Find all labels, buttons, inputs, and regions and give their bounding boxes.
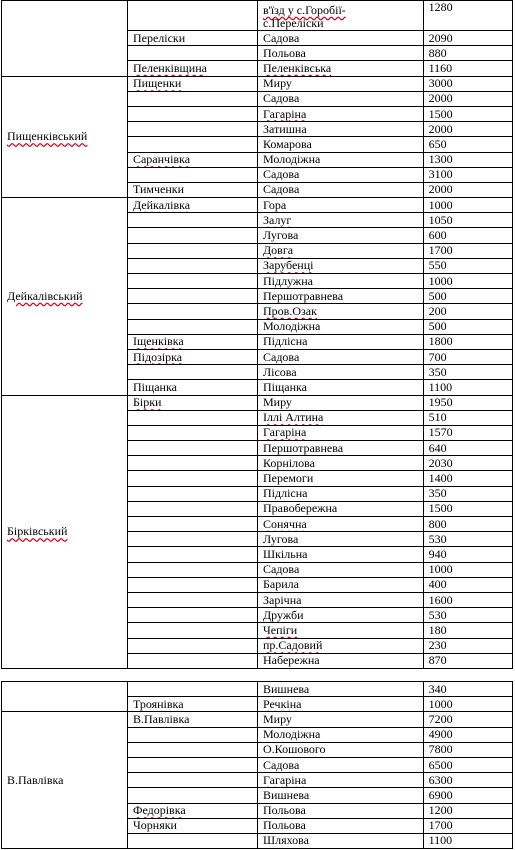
street-name: Гагарiна — [263, 425, 307, 440]
street-cell — [258, 258, 424, 273]
value-cell: 700 — [423, 349, 512, 364]
village-cell — [127, 833, 257, 848]
village-cell — [127, 152, 257, 167]
street-cell: Вишнева — [258, 788, 424, 803]
street-cell: Миру — [258, 76, 424, 91]
street-cell — [258, 213, 424, 228]
street-cell: Пiдлiсна — [258, 486, 424, 501]
value-cell: 1000 — [423, 198, 512, 213]
value-cell: 880 — [423, 46, 512, 61]
value-cell: 1100 — [423, 833, 512, 848]
value-cell: 1400 — [423, 471, 512, 486]
value-cell: 1200 — [423, 803, 512, 818]
village-cell — [127, 334, 257, 349]
table-row — [2, 395, 513, 410]
village-cell — [127, 532, 257, 547]
value-cell: 550 — [423, 258, 512, 273]
value-cell: 2030 — [423, 456, 512, 471]
village-name: Федорiвка — [132, 803, 186, 818]
region-cell: В.Павлiвка — [2, 712, 128, 849]
village-cell — [127, 1, 257, 31]
street-cell — [258, 638, 424, 653]
village-name: Пеленкiвщина — [132, 60, 207, 75]
village-cell — [127, 456, 257, 471]
street-cell: Дружби — [258, 608, 424, 623]
value-cell: 7200 — [423, 712, 512, 727]
village-cell — [127, 562, 257, 577]
street-name: Чепiги — [263, 622, 298, 637]
village-cell — [127, 167, 257, 182]
street-name: пр.Садовий — [263, 638, 323, 653]
street-cell: Молодiжна — [258, 727, 424, 742]
street-name: Довга — [263, 243, 294, 258]
village-name: Дейкалiвка — [132, 197, 191, 212]
value-cell: 1000 — [423, 697, 512, 712]
street-cell — [258, 425, 424, 440]
value-cell: 800 — [423, 517, 512, 532]
region-cell — [2, 76, 128, 198]
street-cell: Корнiлова — [258, 456, 424, 471]
street-cell: Набережна — [258, 653, 424, 668]
village-cell — [127, 410, 257, 425]
value-cell: 350 — [423, 365, 512, 380]
street-cell: Польова — [258, 803, 424, 818]
street-cell: Лугова — [258, 532, 424, 547]
street-cell — [258, 243, 424, 258]
value-cell: 1700 — [423, 243, 512, 258]
value-cell: 1280 — [423, 1, 512, 31]
value-cell: 2000 — [423, 122, 512, 137]
region-cell — [2, 198, 128, 395]
value-cell: 400 — [423, 577, 512, 592]
street-name: Iллi Алтина — [263, 410, 324, 425]
street-cell: Вишнева — [258, 682, 424, 697]
street-cell: Садова — [258, 562, 424, 577]
village-cell — [127, 638, 257, 653]
value-cell: 1600 — [423, 592, 512, 607]
value-cell: 200 — [423, 304, 512, 319]
village-cell — [127, 727, 257, 742]
street-cell: Польова — [258, 818, 424, 833]
village-cell: Чорняки — [127, 818, 257, 833]
village-cell: Тимченки — [127, 182, 257, 197]
village-cell — [127, 304, 257, 319]
value-cell: 4900 — [423, 727, 512, 742]
street-name: Пеленкiвська — [263, 60, 332, 75]
village-cell: Троянiвка — [127, 697, 257, 712]
village-cell — [127, 425, 257, 440]
value-cell: 6900 — [423, 788, 512, 803]
village-cell: Пiщанка — [127, 380, 257, 395]
village-cell — [127, 258, 257, 273]
street-cell — [258, 623, 424, 638]
street-cell — [258, 1, 424, 31]
street-cell: Садова — [258, 182, 424, 197]
value-cell: 1700 — [423, 818, 512, 833]
value-cell: 530 — [423, 608, 512, 623]
table-row — [2, 1, 513, 31]
street-cell: Затишна — [258, 122, 424, 137]
village-cell — [127, 608, 257, 623]
value-cell: 530 — [423, 532, 512, 547]
village-cell — [127, 61, 257, 76]
street-cell — [258, 61, 424, 76]
street-cell: Садова — [258, 167, 424, 182]
region-name: Бiркiвський — [7, 524, 68, 539]
village-cell — [127, 122, 257, 137]
village-cell — [127, 46, 257, 61]
village-cell: Перелiски — [127, 31, 257, 46]
value-cell: 1000 — [423, 562, 512, 577]
region-cell — [2, 395, 128, 668]
village-name: Бiрки — [132, 395, 162, 410]
street-cell: Шляхова — [258, 833, 424, 848]
street-cell — [258, 304, 424, 319]
street-cell: Барила — [258, 577, 424, 592]
village-cell — [127, 441, 257, 456]
street-name: Речкiна — [263, 696, 302, 711]
village-cell — [127, 653, 257, 668]
village-name: Саранчiвка — [132, 152, 191, 167]
value-cell: 650 — [423, 137, 512, 152]
village-cell — [127, 91, 257, 106]
value-cell: 1800 — [423, 334, 512, 349]
street-name-line2: с.Перелiски — [263, 16, 324, 30]
value-cell: 1570 — [423, 425, 512, 440]
street-name: Гагарiна — [263, 772, 307, 787]
street-cell: Садова — [258, 31, 424, 46]
street-cell: Садова — [258, 349, 424, 364]
street-name: Залуг — [263, 212, 292, 227]
value-cell: 510 — [423, 410, 512, 425]
street-cell — [258, 106, 424, 121]
value-cell: 870 — [423, 653, 512, 668]
street-cell — [258, 410, 424, 425]
value-cell: 1160 — [423, 61, 512, 76]
street-cell: Лiсова — [258, 365, 424, 380]
street-cell: Миру — [258, 712, 424, 727]
value-cell: 1500 — [423, 501, 512, 516]
value-cell: 1100 — [423, 380, 512, 395]
village-cell — [127, 757, 257, 772]
table-row — [2, 76, 513, 91]
street-cell — [258, 697, 424, 712]
village-name: Пищенки — [132, 76, 182, 91]
street-name: Гагарiна — [263, 106, 307, 121]
street-cell: Пiдлужна — [258, 274, 424, 289]
village-cell — [127, 395, 257, 410]
street-cell — [258, 517, 424, 532]
street-cell: Садова — [258, 91, 424, 106]
street-cell: Першотравнева — [258, 441, 424, 456]
value-cell: 1300 — [423, 152, 512, 167]
street-cell: Перемоги — [258, 471, 424, 486]
village-cell — [127, 623, 257, 638]
street-cell — [258, 773, 424, 788]
village-cell — [127, 471, 257, 486]
village-cell — [127, 501, 257, 516]
village-cell — [127, 213, 257, 228]
value-cell: 350 — [423, 486, 512, 501]
village-cell — [127, 76, 257, 91]
street-cell: Молодiжна — [258, 152, 424, 167]
value-cell: 640 — [423, 441, 512, 456]
village-cell — [127, 106, 257, 121]
village-name: Iщенкiвка — [132, 334, 184, 349]
street-name: Зарубенцi — [263, 258, 314, 273]
village-cell — [127, 137, 257, 152]
value-cell: 340 — [423, 682, 512, 697]
table-row — [2, 198, 513, 213]
value-cell: 6500 — [423, 757, 512, 772]
street-cell: Гора — [258, 198, 424, 213]
value-cell: 7800 — [423, 742, 512, 757]
street-cell: Зарiчна — [258, 592, 424, 607]
value-cell: 2000 — [423, 91, 512, 106]
value-cell: 1500 — [423, 106, 512, 121]
village-cell — [127, 243, 257, 258]
village-cell — [127, 803, 257, 818]
region-cell — [2, 1, 128, 77]
village-cell — [127, 198, 257, 213]
region-cell — [2, 682, 128, 712]
value-cell: 230 — [423, 638, 512, 653]
village-cell — [127, 228, 257, 243]
value-cell: 1000 — [423, 274, 512, 289]
value-cell: 2090 — [423, 31, 512, 46]
value-cell: 1050 — [423, 213, 512, 228]
street-name: Пров.Озак — [263, 303, 317, 318]
street-cell: Миру — [258, 395, 424, 410]
value-cell: 940 — [423, 547, 512, 562]
street-cell: Першотравнева — [258, 289, 424, 304]
region-name: Пищенкiвський — [7, 129, 88, 144]
street-name-line1: в'їзд у с.Горобії- — [263, 3, 346, 17]
village-cell — [127, 592, 257, 607]
village-cell — [127, 547, 257, 562]
streets-table-part1 — [1, 0, 513, 669]
street-cell: Садова — [258, 757, 424, 772]
value-cell: 2000 — [423, 182, 512, 197]
village-cell — [127, 788, 257, 803]
village-cell — [127, 517, 257, 532]
street-cell: Шкiльна — [258, 547, 424, 562]
streets-table-part2 — [1, 681, 513, 849]
village-cell — [127, 289, 257, 304]
street-cell: Польова — [258, 46, 424, 61]
village-cell — [127, 773, 257, 788]
village-cell — [127, 319, 257, 334]
village-cell — [127, 742, 257, 757]
street-cell: Правобережна — [258, 501, 424, 516]
value-cell: 500 — [423, 289, 512, 304]
value-cell: 6300 — [423, 773, 512, 788]
street-cell: Комарова — [258, 137, 424, 152]
table-row — [2, 712, 513, 727]
value-cell: 3100 — [423, 167, 512, 182]
value-cell: 180 — [423, 623, 512, 638]
region-name: Дейкалiвський — [7, 288, 83, 303]
value-cell: 3000 — [423, 76, 512, 91]
village-name: Пiдозiрка — [132, 349, 183, 364]
street-cell: Молодiжна — [258, 319, 424, 334]
value-cell: 600 — [423, 228, 512, 243]
table-row — [2, 682, 513, 697]
village-cell — [127, 274, 257, 289]
village-cell: В.Павлiвка — [127, 712, 257, 727]
village-cell — [127, 577, 257, 592]
value-cell: 1950 — [423, 395, 512, 410]
street-cell: Лугова — [258, 228, 424, 243]
street-cell: О.Кошового — [258, 742, 424, 757]
street-cell: Пiдлiсна — [258, 334, 424, 349]
street-cell: Пiщанка — [258, 380, 424, 395]
village-cell — [127, 682, 257, 697]
street-name: Сонячна — [263, 516, 307, 531]
village-cell — [127, 486, 257, 501]
value-cell: 500 — [423, 319, 512, 334]
village-cell — [127, 365, 257, 380]
village-cell — [127, 349, 257, 364]
